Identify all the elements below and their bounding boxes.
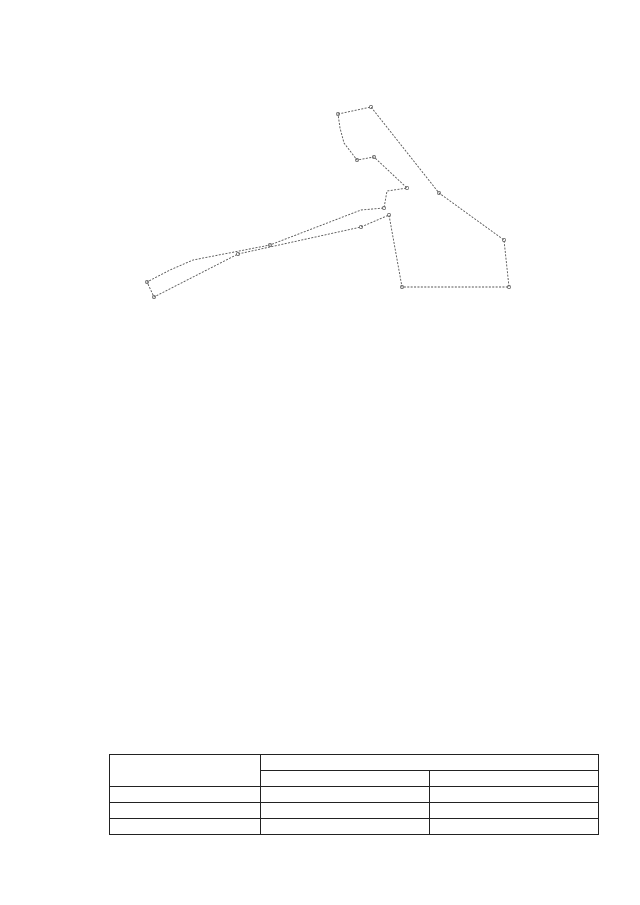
header-point-numbers (110, 755, 261, 787)
column-index-3 (430, 787, 599, 803)
header-x (261, 771, 430, 787)
header-coordinates (261, 755, 599, 771)
point-number (110, 803, 261, 819)
point-y (430, 803, 599, 819)
point-x (261, 803, 430, 819)
boundary-point-markers (145, 105, 510, 298)
column-index-2 (261, 787, 430, 803)
zone-boundary-scheme (140, 100, 540, 320)
coordinates-table (109, 754, 599, 835)
table-row (110, 803, 599, 819)
table-row (110, 819, 599, 835)
column-index-1 (110, 787, 261, 803)
zone-boundary-polygon (147, 107, 509, 297)
point-number (110, 819, 261, 835)
point-y (430, 819, 599, 835)
header-y (430, 771, 599, 787)
point-x (261, 819, 430, 835)
